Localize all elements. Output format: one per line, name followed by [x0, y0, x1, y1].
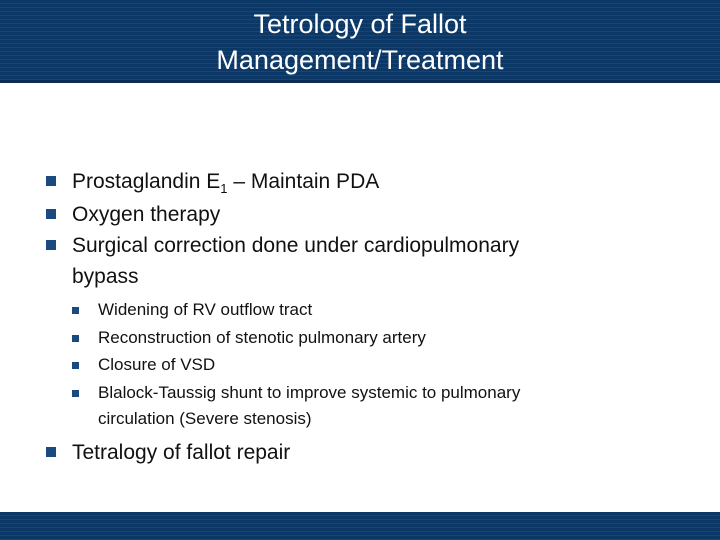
sub-bullet-item-vsd: Closure of VSD [98, 355, 216, 374]
bullet-item-oxygen: Oxygen therapy [72, 203, 221, 226]
bullet-marker [46, 240, 56, 250]
bullet-text-rest: – Maintain PDA [227, 170, 380, 193]
slide-title-line-1: Tetrology of Fallot [253, 9, 467, 39]
bullet-marker [46, 209, 56, 219]
bullet-text-subscript: 1 [220, 181, 228, 197]
sub-bullet-marker [72, 307, 79, 314]
slide-title-line-2: Management/Treatment [216, 45, 504, 75]
sub-bullet-marker [72, 390, 79, 397]
footer-banner [0, 512, 720, 540]
bullet-marker [46, 447, 56, 457]
sub-bullet-item-bt-shunt-line-2: circulation (Severe stenosis) [98, 409, 312, 428]
sub-bullet-item-pulmonary-artery: Reconstruction of stenotic pulmonary artery [98, 328, 426, 347]
sub-bullet-item-rv-outflow: Widening of RV outflow tract [98, 300, 313, 319]
bullet-text-main: Prostaglandin E [72, 170, 221, 193]
bullet-item-tof-repair: Tetralogy of fallot repair [72, 441, 291, 464]
sub-bullet-marker [72, 335, 79, 342]
bullet-item-surgical-line-1: Surgical correction done under cardiopulmonary [72, 234, 520, 257]
bullet-item-surgical-line-2: bypass [72, 265, 139, 288]
sub-bullet-marker [72, 362, 79, 369]
sub-bullet-item-bt-shunt-line-1: Blalock-Taussig shunt to improve systemic to pulmonary [98, 383, 521, 402]
bullet-marker [46, 176, 56, 186]
